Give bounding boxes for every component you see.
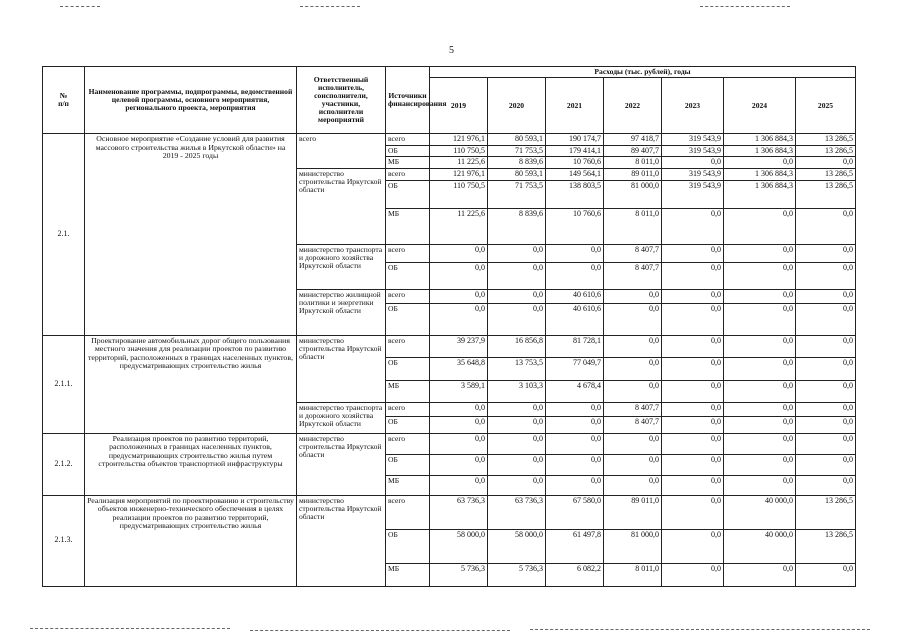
cell-value-2025: 0,0 [796,416,856,433]
cell-value-2021: 0,0 [546,402,604,416]
scan-artifact [300,6,360,7]
scan-artifact [700,6,790,7]
cell-value-2023: 0,0 [662,529,724,563]
row-source: ОБ [386,262,430,289]
cell-value-2024: 0,0 [724,289,796,303]
row-source: всего [386,495,430,529]
table-row [43,335,856,357]
cell-value-2025: 0,0 [796,357,856,380]
row-source: всего [386,169,430,181]
cell-value-2020: 8 839,6 [488,157,546,169]
cell-value-2020: 8 839,6 [488,208,546,244]
cell-value-2025: 0,0 [796,303,856,335]
table-row [43,495,856,529]
cell-value-2020: 0,0 [488,454,546,475]
cell-value-2023: 0,0 [662,380,724,402]
cell-value-2019: 121 976,1 [430,134,488,146]
row-code: 2.1. [43,134,85,336]
cell-value-2022: 8 407,7 [604,416,662,433]
cell-value-2021: 0,0 [546,262,604,289]
cell-value-2023: 0,0 [662,208,724,244]
row-name: Реализация мероприятий по проектированию и строительству объектов инженерно-технического обеспечения в целях реализации проектов по развитию территорий, предусматривающих строительство жилья [85,495,297,586]
cell-value-2025: 0,0 [796,157,856,169]
cell-value-2021: 6 082,2 [546,563,604,586]
cell-value-2021: 77 049,7 [546,357,604,380]
cell-value-2019: 11 225,6 [430,208,488,244]
cell-value-2022: 0,0 [604,335,662,357]
cell-value-2022: 8 011,0 [604,208,662,244]
cell-value-2024: 0,0 [724,335,796,357]
row-source: МБ [386,380,430,402]
header-expenses: Расходы (тыс. рублей), годы [430,67,856,78]
cell-value-2024: 0,0 [724,262,796,289]
cell-value-2021: 10 760,6 [546,157,604,169]
scan-artifact [60,6,100,7]
row-source: МБ [386,208,430,244]
cell-value-2023: 0,0 [662,563,724,586]
cell-value-2024: 0,0 [724,402,796,416]
cell-value-2023: 0,0 [662,416,724,433]
cell-value-2024: 0,0 [724,454,796,475]
scan-artifact [250,630,510,631]
header-year: 2021 [546,78,604,134]
cell-value-2019: 0,0 [430,433,488,454]
cell-value-2025: 0,0 [796,262,856,289]
cell-value-2023: 0,0 [662,495,724,529]
cell-value-2020: 0,0 [488,416,546,433]
row-code: 2.1.2. [43,433,85,495]
cell-value-2020: 0,0 [488,303,546,335]
cell-value-2023: 0,0 [662,157,724,169]
cell-value-2019: 0,0 [430,454,488,475]
cell-value-2022: 0,0 [604,433,662,454]
cell-value-2021: 0,0 [546,454,604,475]
cell-value-2020: 0,0 [488,289,546,303]
cell-value-2019: 58 000,0 [430,529,488,563]
cell-value-2022: 0,0 [604,380,662,402]
cell-value-2019: 110 750,5 [430,145,488,157]
row-source: ОБ [386,454,430,475]
scan-artifact [30,628,230,629]
cell-value-2023: 0,0 [662,303,724,335]
cell-value-2020: 3 103,3 [488,380,546,402]
table-row [43,134,856,146]
cell-value-2021: 0,0 [546,433,604,454]
cell-value-2025: 13 286,5 [796,145,856,157]
cell-value-2024: 0,0 [724,433,796,454]
row-source: ОБ [386,529,430,563]
row-name: Проектирование автомобильных дорог общего пользования местного значения для реализации проектов по развитию территорий, расположенных в границах населенных пунктов, предусматривающих строительство жилья [85,335,297,433]
header-name: Наименование программы, подпрограммы, ведомственной целевой программы, основного мероприятия, регионального проекта, мероприятия [85,67,297,134]
cell-value-2021: 0,0 [546,244,604,262]
row-source: всего [386,289,430,303]
cell-value-2021: 0,0 [546,416,604,433]
cell-value-2019: 5 736,3 [430,563,488,586]
cell-value-2023: 0,0 [662,475,724,495]
cell-value-2022: 81 000,0 [604,180,662,208]
cell-value-2024: 1 306 884,3 [724,180,796,208]
cell-value-2022: 89 011,0 [604,495,662,529]
cell-value-2020: 0,0 [488,402,546,416]
cell-value-2019: 0,0 [430,416,488,433]
cell-value-2025: 0,0 [796,380,856,402]
cell-value-2020: 63 736,3 [488,495,546,529]
row-source: МБ [386,475,430,495]
cell-value-2020: 5 736,3 [488,563,546,586]
cell-value-2020: 80 593,1 [488,169,546,181]
cell-value-2023: 0,0 [662,244,724,262]
row-source: ОБ [386,303,430,335]
cell-value-2022: 89 407,7 [604,145,662,157]
row-source: ОБ [386,180,430,208]
cell-value-2025: 0,0 [796,433,856,454]
cell-value-2020: 0,0 [488,475,546,495]
header-year: 2020 [488,78,546,134]
cell-value-2024: 0,0 [724,380,796,402]
cell-value-2024: 0,0 [724,563,796,586]
cell-value-2023: 0,0 [662,454,724,475]
table-row [43,433,856,454]
row-code: 2.1.3. [43,495,85,586]
cell-value-2023: 319 543,9 [662,145,724,157]
cell-value-2019: 0,0 [430,289,488,303]
cell-value-2023: 0,0 [662,289,724,303]
cell-value-2025: 13 286,5 [796,134,856,146]
row-source: всего [386,335,430,357]
cell-value-2024: 0,0 [724,475,796,495]
cell-value-2021: 10 760,6 [546,208,604,244]
cell-value-2019: 39 237,9 [430,335,488,357]
cell-value-2021: 0,0 [546,475,604,495]
cell-value-2022: 81 000,0 [604,529,662,563]
cell-value-2021: 81 728,1 [546,335,604,357]
cell-value-2023: 319 543,9 [662,134,724,146]
cell-value-2020: 80 593,1 [488,134,546,146]
row-name: Реализация проектов по развитию территорий, расположенных в границах населенных пунктов, предусматривающих строительство жилья путем строительства объектов транспортной инфраструктуры [85,433,297,495]
row-executor: министерство жилищной политики и энергетики Иркутской области [297,289,386,335]
cell-value-2023: 0,0 [662,402,724,416]
row-executor: министерство строительства Иркутской области [297,433,386,495]
row-executor: всего [297,134,386,169]
cell-value-2020: 0,0 [488,244,546,262]
cell-value-2019: 35 648,8 [430,357,488,380]
cell-value-2024: 1 306 884,3 [724,169,796,181]
header-year: 2024 [724,78,796,134]
table-body [43,134,856,587]
row-executor: министерство строительства Иркутской области [297,169,386,245]
cell-value-2019: 63 736,3 [430,495,488,529]
header-year: 2025 [796,78,856,134]
cell-value-2023: 0,0 [662,357,724,380]
cell-value-2019: 110 750,5 [430,180,488,208]
cell-value-2022: 97 418,7 [604,134,662,146]
cell-value-2022: 0,0 [604,303,662,335]
cell-value-2025: 0,0 [796,208,856,244]
cell-value-2023: 0,0 [662,262,724,289]
cell-value-2020: 13 753,5 [488,357,546,380]
cell-value-2024: 0,0 [724,416,796,433]
cell-value-2021: 4 678,4 [546,380,604,402]
cell-value-2023: 0,0 [662,433,724,454]
row-executor: министерство транспорта и дорожного хозяйства Иркутской области [297,402,386,433]
header-year: 2019 [430,78,488,134]
cell-value-2024: 0,0 [724,303,796,335]
cell-value-2025: 13 286,5 [796,529,856,563]
header-num: № п/п [43,67,85,134]
cell-value-2024: 0,0 [724,208,796,244]
cell-value-2020: 0,0 [488,262,546,289]
row-source: всего [386,402,430,416]
cell-value-2023: 319 543,9 [662,180,724,208]
cell-value-2025: 13 286,5 [796,180,856,208]
cell-value-2021: 190 174,7 [546,134,604,146]
cell-value-2025: 0,0 [796,402,856,416]
cell-value-2019: 3 589,1 [430,380,488,402]
cell-value-2023: 0,0 [662,335,724,357]
cell-value-2019: 11 225,6 [430,157,488,169]
cell-value-2022: 8 407,7 [604,402,662,416]
cell-value-2024: 1 306 884,3 [724,134,796,146]
cell-value-2022: 8 407,7 [604,262,662,289]
cell-value-2025: 0,0 [796,335,856,357]
cell-value-2024: 1 306 884,3 [724,145,796,157]
row-source: МБ [386,563,430,586]
cell-value-2024: 0,0 [724,157,796,169]
row-source: всего [386,433,430,454]
header-year: 2022 [604,78,662,134]
header-year: 2023 [662,78,724,134]
cell-value-2024: 40 000,0 [724,495,796,529]
row-executor: министерство строительства Иркутской области [297,335,386,402]
scan-artifact [530,629,870,630]
cell-value-2025: 0,0 [796,563,856,586]
cell-value-2022: 8 011,0 [604,157,662,169]
cell-value-2021: 138 803,5 [546,180,604,208]
cell-value-2022: 8 407,7 [604,244,662,262]
cell-value-2019: 0,0 [430,402,488,416]
cell-value-2021: 67 580,0 [546,495,604,529]
cell-value-2021: 179 414,1 [546,145,604,157]
cell-value-2021: 40 610,6 [546,303,604,335]
row-name: Основное мероприятие «Создание условий для развития массового строительства жилья в Иркутской области» на 2019 - 2025 годы [85,134,297,336]
cell-value-2021: 40 610,6 [546,289,604,303]
cell-value-2022: 8 011,0 [604,563,662,586]
cell-value-2020: 58 000,0 [488,529,546,563]
cell-value-2025: 13 286,5 [796,169,856,181]
cell-value-2024: 40 000,0 [724,529,796,563]
cell-value-2019: 0,0 [430,475,488,495]
row-executor: министерство транспорта и дорожного хозяйства Иркутской области [297,244,386,289]
row-executor: министерство строительства Иркутской области [297,495,386,586]
cell-value-2024: 0,0 [724,244,796,262]
row-source: ОБ [386,357,430,380]
cell-value-2019: 0,0 [430,244,488,262]
cell-value-2020: 16 856,8 [488,335,546,357]
cell-value-2022: 0,0 [604,454,662,475]
expenses-table [42,66,856,587]
cell-value-2020: 71 753,5 [488,145,546,157]
cell-value-2025: 0,0 [796,454,856,475]
cell-value-2025: 13 286,5 [796,495,856,529]
cell-value-2019: 121 976,1 [430,169,488,181]
row-source: всего [386,134,430,146]
header-source: Источники финансирования [386,67,430,134]
cell-value-2022: 0,0 [604,475,662,495]
cell-value-2020: 0,0 [488,433,546,454]
cell-value-2024: 0,0 [724,357,796,380]
row-source: МБ [386,157,430,169]
row-source: ОБ [386,145,430,157]
row-source: всего [386,244,430,262]
cell-value-2020: 71 753,5 [488,180,546,208]
cell-value-2022: 0,0 [604,289,662,303]
header-executor: Ответственный исполнитель, соисполнители, участники, исполнители мероприятий [297,67,386,134]
cell-value-2019: 0,0 [430,262,488,289]
cell-value-2021: 61 497,8 [546,529,604,563]
page-number: 5 [449,45,454,56]
cell-value-2019: 0,0 [430,303,488,335]
cell-value-2025: 0,0 [796,475,856,495]
row-source: ОБ [386,416,430,433]
cell-value-2025: 0,0 [796,244,856,262]
cell-value-2025: 0,0 [796,289,856,303]
cell-value-2022: 89 011,0 [604,169,662,181]
cell-value-2022: 0,0 [604,357,662,380]
cell-value-2021: 149 564,1 [546,169,604,181]
cell-value-2023: 319 543,9 [662,169,724,181]
row-code: 2.1.1. [43,335,85,433]
